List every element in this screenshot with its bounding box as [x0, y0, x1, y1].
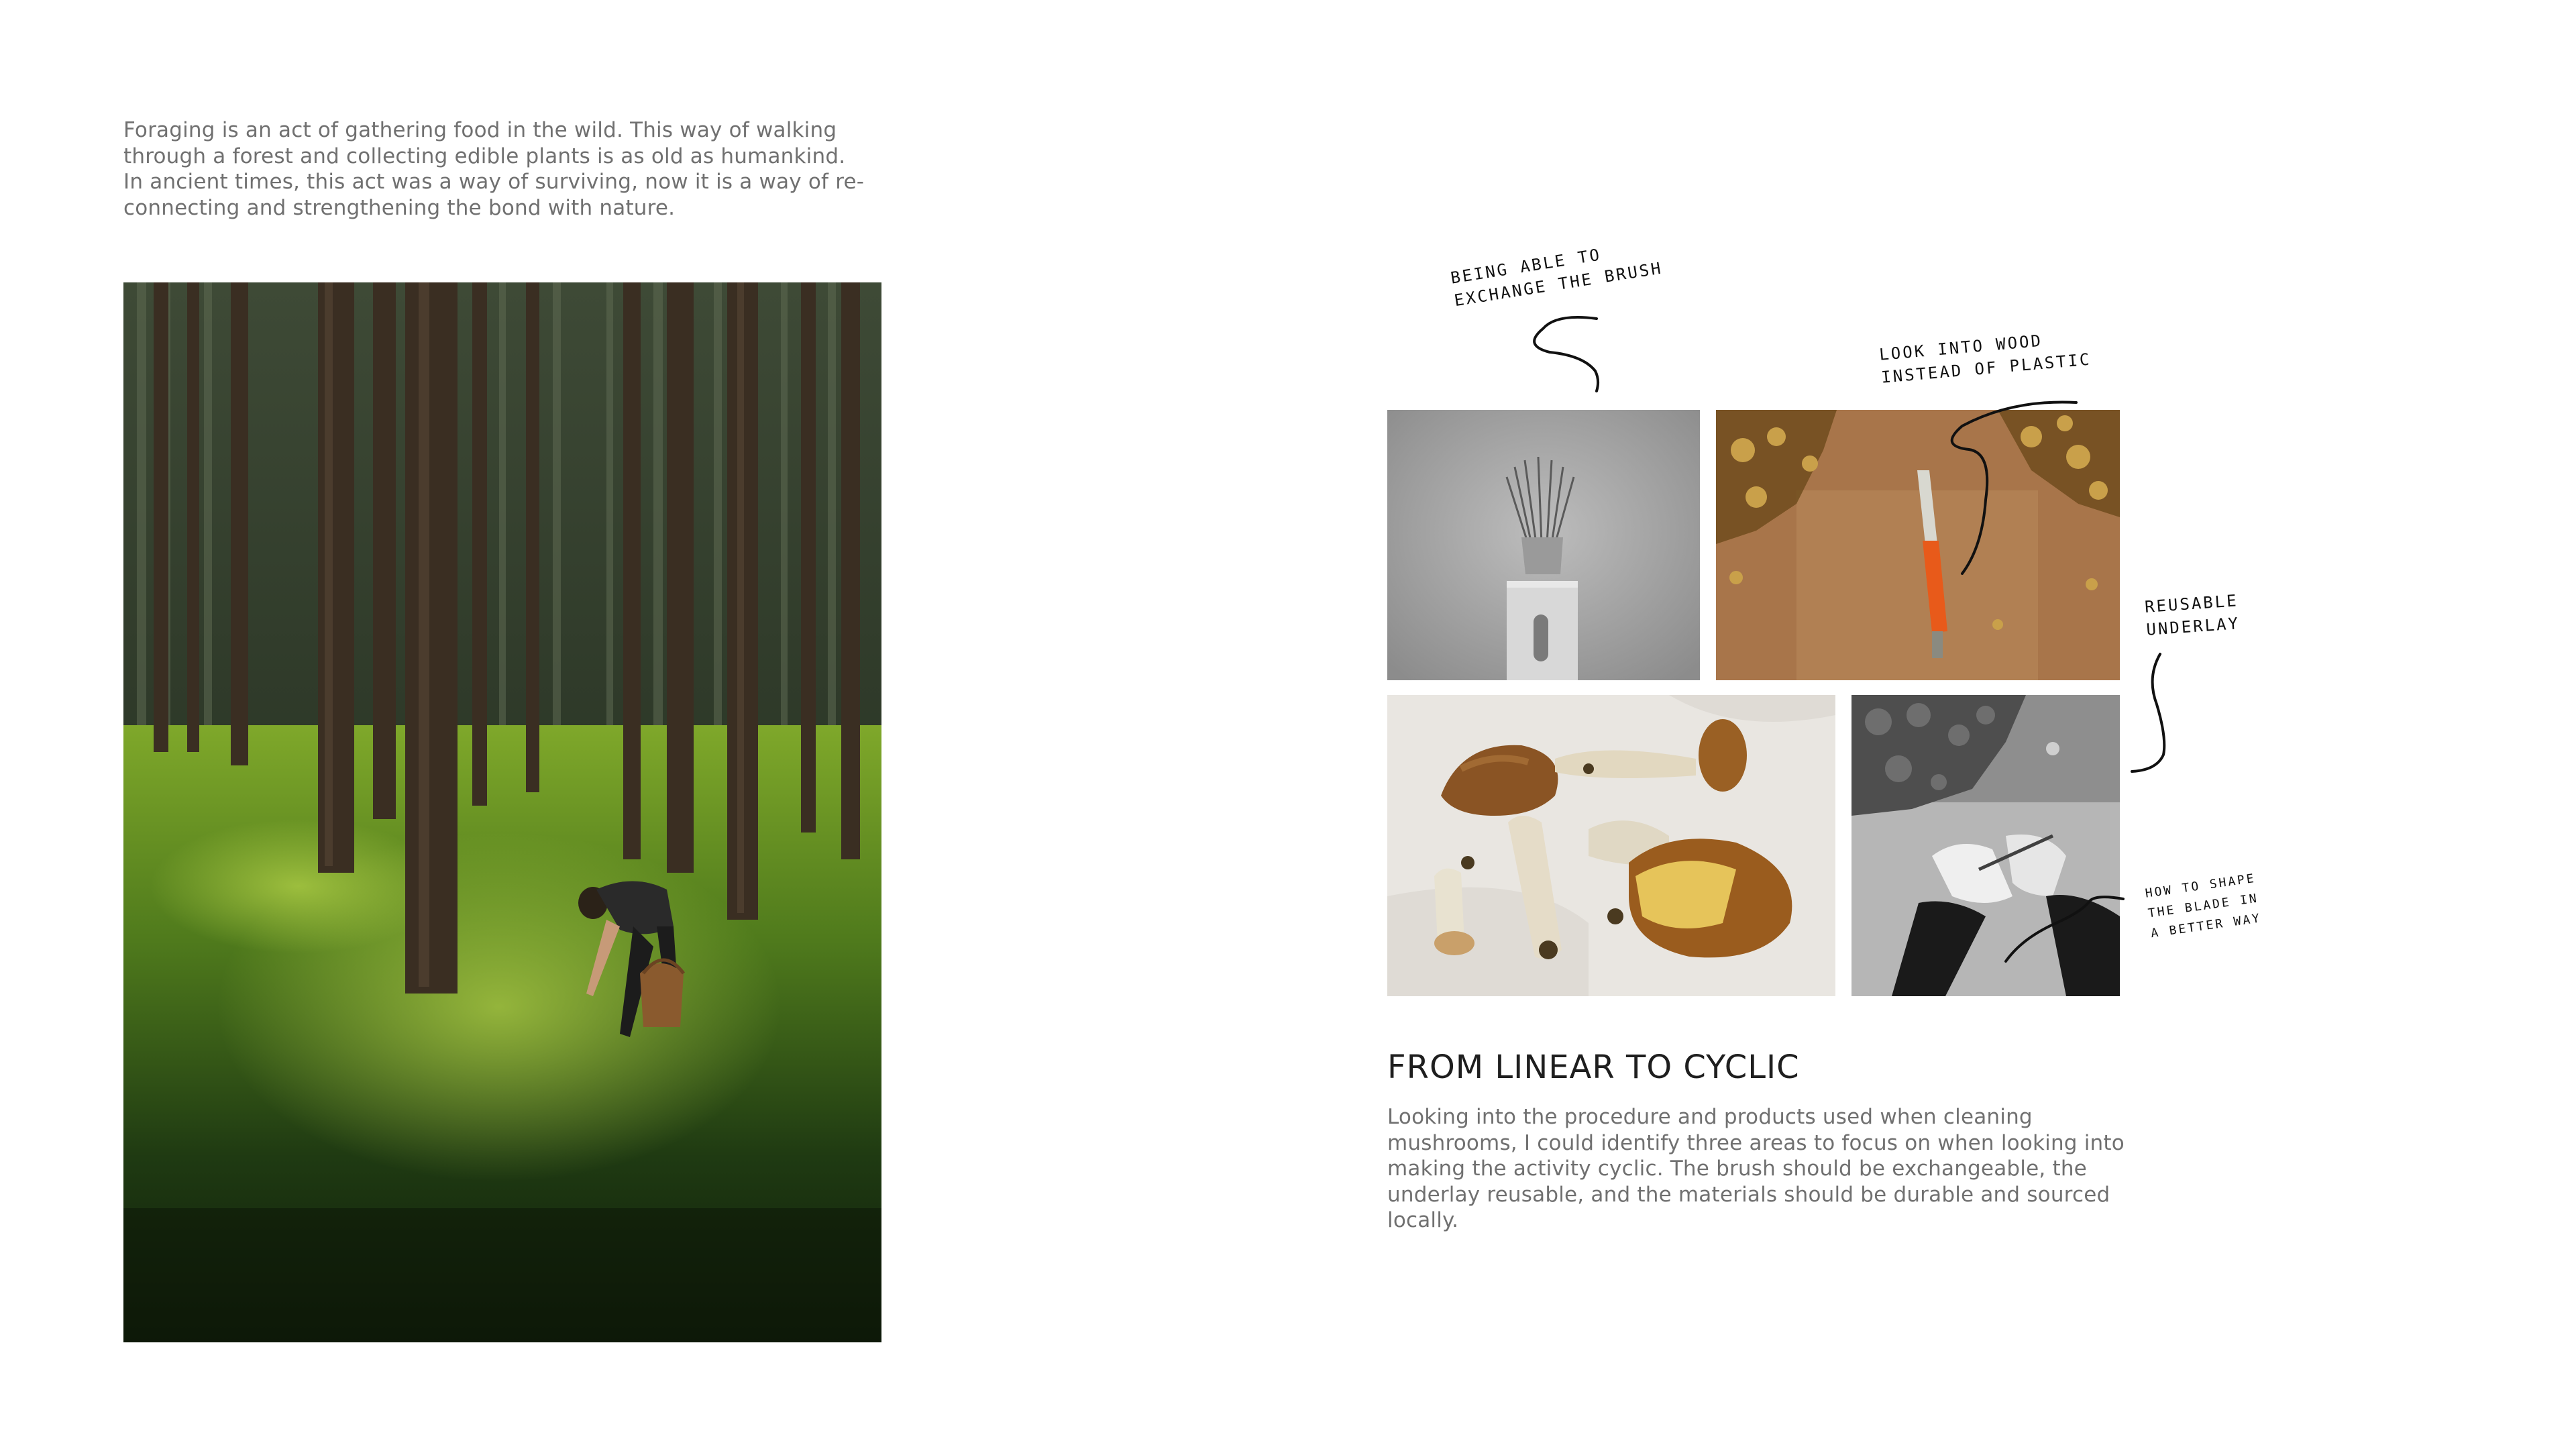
annotation-underlay: REUSABLE UNDERLAY: [2144, 591, 2241, 639]
annotation-brush: BEING ABLE TO EXCHANGE THE BRUSH: [1449, 245, 1664, 311]
intro-paragraph: Foraging is an act of gathering food in the wild. This way of walking through a forest and collecting edible plants is as old as humankind. In ancient times, this act was a way of surviving, now it is a way of re- connecting and strengthening the bond with nature.: [123, 118, 865, 220]
annotation-blade: HOW TO SHAPE THE BLADE IN A BETTER WAY: [2144, 871, 2263, 941]
arrow-wood: [1932, 399, 2080, 587]
brush-photo: [1387, 410, 1700, 680]
annotation-wood: LOOK INTO WOOD INSTEAD OF PLASTIC: [1878, 331, 2092, 387]
section-body: Looking into the procedure and products used when cleaning mushrooms, I could identify three areas to focus on when looking into making the activity cyclic. The brush should be exchangeable, the underlay reusable, and the materials should be durable and sourced locally.: [1387, 1105, 2125, 1232]
arrow-underlay: [2127, 651, 2174, 778]
forest-foraging-photo: [123, 282, 881, 1342]
section-heading: FROM LINEAR TO CYCLIC: [1387, 1049, 1800, 1086]
arrow-blade: [2002, 884, 2137, 971]
arrow-brush: [1516, 312, 1610, 399]
mushrooms-photo: [1387, 695, 1835, 996]
